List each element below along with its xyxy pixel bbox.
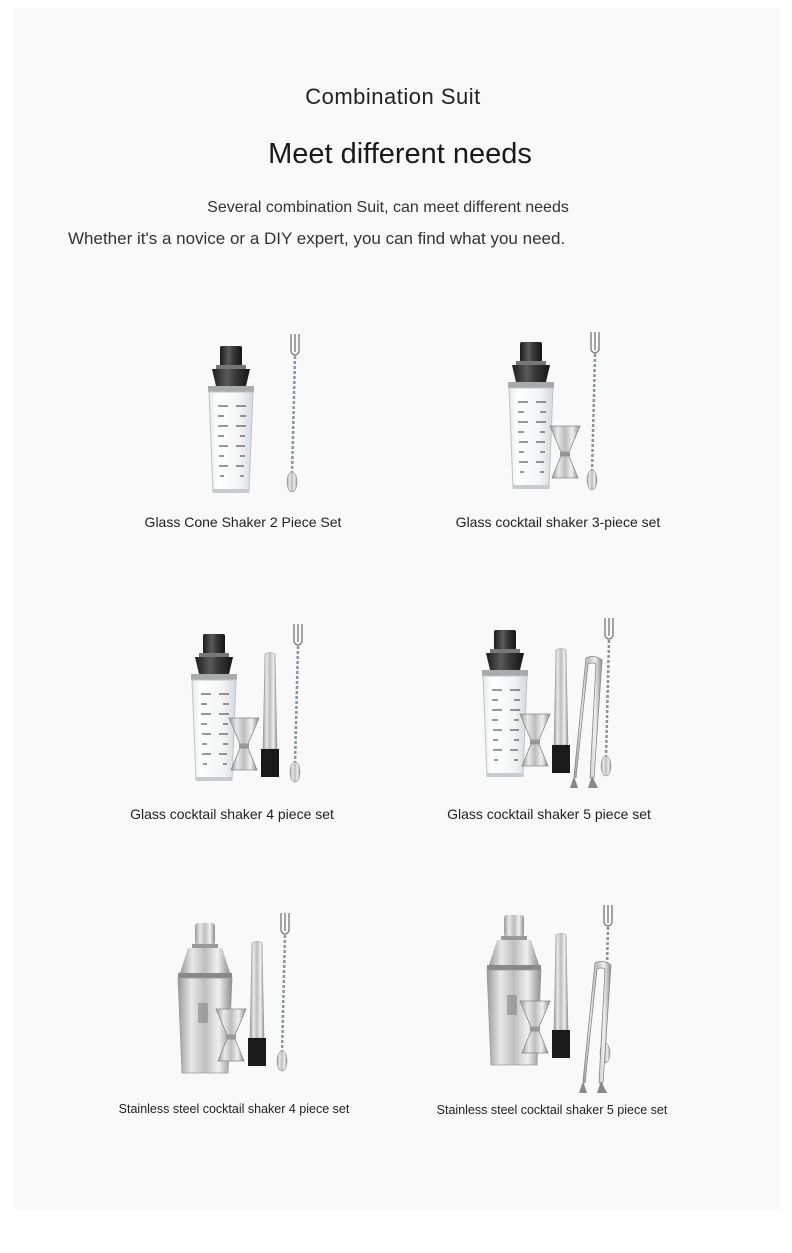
ice-tongs-icon (570, 656, 602, 788)
glass-shaker-icon (208, 346, 254, 493)
glass-shaker-icon (191, 634, 237, 781)
section-description-line2: Whether it's a novice or a DIY expert, you can find what you need. (68, 229, 566, 248)
bar-spoon-icon (277, 913, 289, 1071)
product-label: Glass cocktail shaker 5 piece set (447, 806, 651, 822)
muddler-icon (552, 934, 570, 1059)
bar-spoon-icon (290, 624, 302, 782)
section-title: Meet different needs (268, 138, 532, 170)
product-image (508, 332, 618, 492)
product-image (482, 618, 622, 778)
product-label: Stainless steel cocktail shaker 4 piece set (118, 1102, 350, 1116)
product-label: Glass cocktail shaker 4 piece set (130, 806, 334, 822)
product-label: Stainless steel cocktail shaker 5 piece set (436, 1103, 668, 1117)
muddler-icon (248, 942, 266, 1067)
product-image (178, 913, 308, 1073)
muddler-icon (261, 653, 279, 778)
glass-shaker-icon (482, 630, 528, 777)
section-subtitle: Combination Suit (305, 84, 481, 109)
glass-shaker-icon (508, 342, 554, 489)
muddler-icon (552, 649, 570, 774)
bar-spoon-icon (587, 332, 599, 490)
product-label: Glass Cone Shaker 2 Piece Set (144, 514, 342, 530)
bar-spoon-icon (601, 618, 613, 776)
content-panel (14, 8, 780, 1210)
section-description-line1: Several combination Suit, can meet different needs (207, 199, 569, 216)
product-label: Glass cocktail shaker 3-piece set (455, 514, 661, 530)
jigger-icon (550, 426, 580, 478)
product-image (487, 905, 637, 1065)
product-image (208, 334, 318, 494)
bar-spoon-icon (287, 334, 299, 492)
product-image (191, 624, 321, 784)
